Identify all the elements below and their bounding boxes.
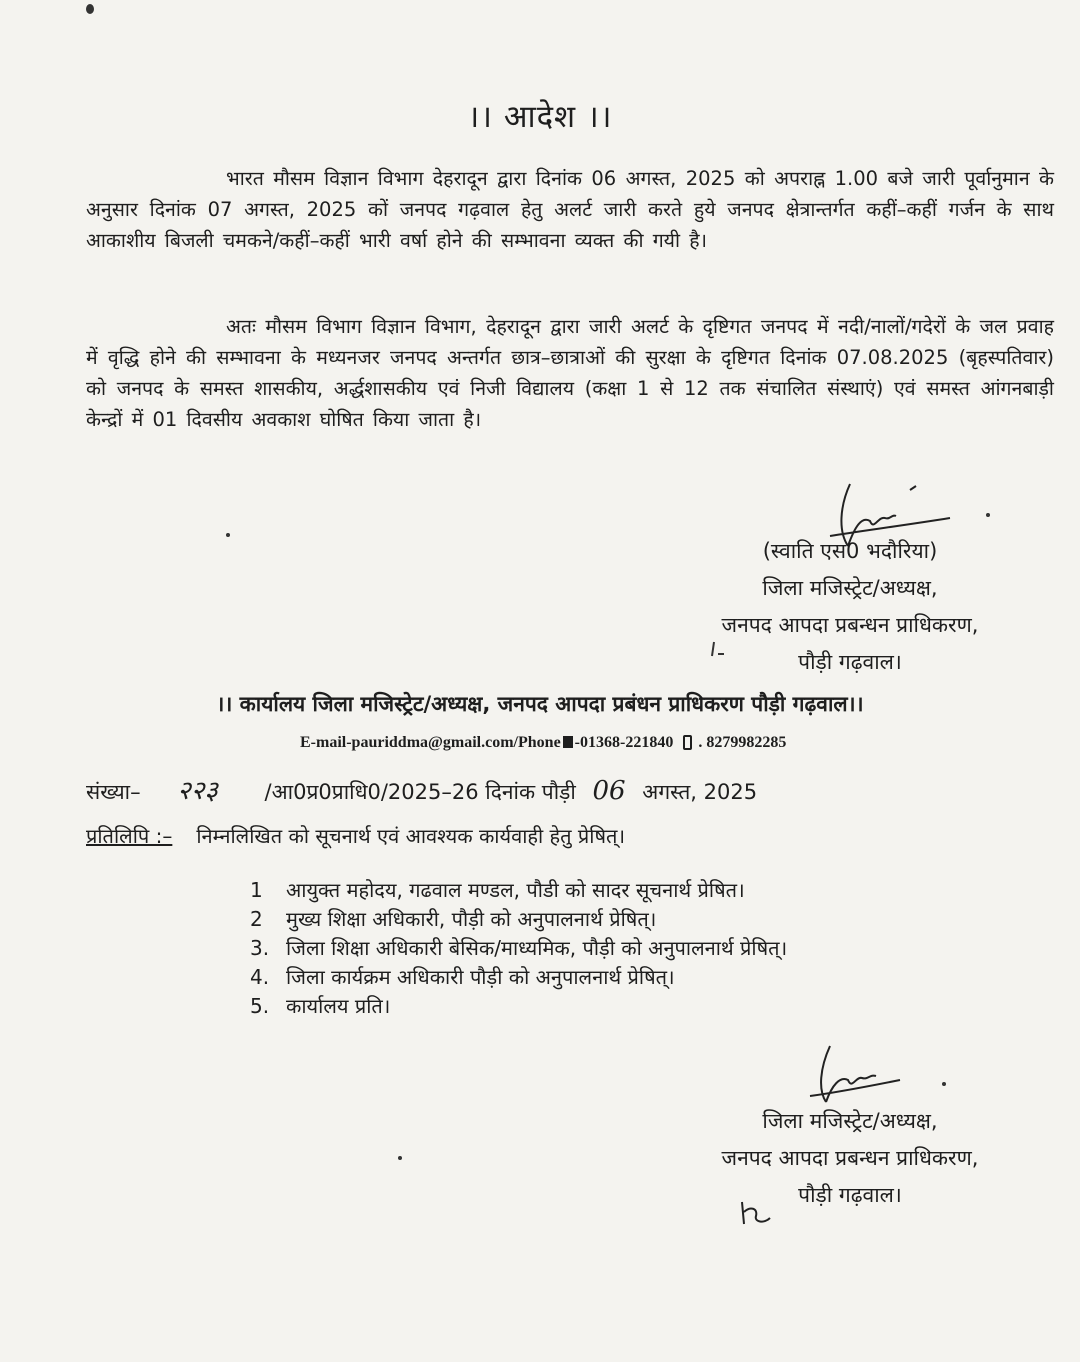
reference-code: /आ0प्र0प्राधि0/2025–26 दिनांक पौड़ी [264, 780, 576, 804]
signatory-2-block [680, 1103, 1020, 1214]
list-item-number: 3. [250, 936, 270, 960]
signatory-2-authority: जनपद आपदा प्रबन्धन प्राधिकरण, [721, 1146, 979, 1170]
list-item [250, 963, 1010, 992]
order-title: ।। आदेश ।। [467, 99, 613, 135]
paragraph-holiday-order [86, 311, 1054, 435]
small-mark [706, 640, 736, 660]
speck [398, 1156, 402, 1160]
signatory-1-authority: जनपद आपदा प्रबन्धन प्राधिकरण, [721, 613, 979, 637]
list-item [250, 992, 1010, 1021]
list-item-number: 5. [250, 994, 270, 1018]
copy-text: निम्नलिखित को सूचनार्थ एवं आवश्यक कार्यवाही हेतु प्रेषित्। [196, 824, 626, 848]
reference-day: 06 [592, 776, 626, 806]
initial-mark [736, 1198, 776, 1228]
list-item [250, 876, 1010, 905]
list-item [250, 905, 1010, 934]
speck [942, 1082, 946, 1086]
signatory-1-place: पौड़ी गढ़वाल। [798, 650, 902, 674]
contact-mobile: . 8279982285 [698, 734, 787, 751]
copy-to-line [86, 822, 986, 849]
signatory-2-designation: जिला मजिस्ट्रेट/अध्यक्ष, [762, 1109, 938, 1133]
reference-number: २२३ [177, 776, 218, 806]
reference-prefix: संख्या– [86, 780, 141, 804]
list-item-number: 4. [250, 965, 270, 989]
list-item-text: आयुक्त महोदय, गढवाल मण्डल, पौडी को सादर सूचनार्थ प्रेषित। [286, 878, 745, 902]
speck [86, 4, 94, 14]
signatory-1-name: (स्वाति एस0 भदौरिया) [762, 539, 938, 563]
list-item-text: जिला शिक्षा अधिकारी बेसिक/माध्यमिक, पौड़ी को अनुपालनार्थ प्रेषित्। [286, 936, 788, 960]
phone-icon [563, 736, 573, 748]
copy-recipient-list [250, 876, 1010, 1021]
speck [226, 533, 230, 537]
paragraph-2-text: अतः मौसम विभाग विज्ञान विभाग, देहरादून द्वारा जारी अलर्ट के दृष्टिगत जनपद में नदी/नालों/गदेरों के जल प्रवाह में वृद्धि होने की सम्भावना के मध्यनजर जनपद अन्तर्गत छात्र–छात्राओं की सुरक्षा के दृष्टिगत दिनांक 07.08.2025 (बृहस्पतिवार) को जनपद के समस्त शासकीय, अर्द्धशासकीय एवं निजी विद्यालय (कक्षा 1 से 12 तक संचालित संस्थाएं) एवं समस्त आंगनबाड़ी केन्द्रों में 01 दिवसीय अवकाश घोषित किया जाता है। [86, 315, 1054, 431]
list-item-text: जिला कार्यक्रम अधिकारी पौड़ी को अनुपालनार्थ प्रेषित्। [286, 965, 675, 989]
list-item-text: कार्यालय प्रति। [286, 994, 391, 1018]
contact-email: E-mail-pauriddma@gmail.com/Phone [300, 734, 561, 751]
list-item-number: 2 [250, 907, 263, 931]
contact-phone: -01368-221840 [574, 734, 674, 751]
mobile-icon [683, 735, 692, 750]
paragraph-1-text: भारत मौसम विज्ञान विभाग देहरादून द्वारा दिनांक 06 अगस्त, 2025 को अपराह्न 1.00 बजे जारी पूर्वानुमान के अनुसार दिनांक 07 अगस्त, 2025 कों जनपद गढ़वाल हेतु अलर्ट जारी करते हुये जनपद क्षेत्रान्तर्गत कहीं–कहीं गर्जन के साथ आकाशीय बिजली चमकने/कहीं–कहीं भारी वर्षा होने की सम्भावना व्यक्त की गयी है। [86, 167, 1054, 252]
list-item [250, 934, 1010, 963]
list-item-number: 1 [250, 878, 263, 902]
reference-date-rest: अगस्त, 2025 [642, 780, 758, 804]
list-item-text: मुख्य शिक्षा अधिकारी, पौड़ी को अनुपालनार्थ प्रेषित्। [286, 907, 657, 931]
contact-line [300, 734, 920, 752]
paragraph-weather-forecast [86, 163, 1054, 256]
signatory-2-place: पौड़ी गढ़वाल। [798, 1183, 902, 1207]
office-heading: ।। कार्यालय जिला मजिस्ट्रेट/अध्यक्ष, जनपद आपदा प्रबंधन प्राधिकरण पौड़ी गढ़वाल।। [216, 692, 864, 716]
signatory-1-designation: जिला मजिस्ट्रेट/अध्यक्ष, [762, 576, 938, 600]
speck [986, 513, 990, 517]
copy-label: प्रतिलिपि :– [86, 824, 173, 848]
reference-line [86, 771, 986, 807]
